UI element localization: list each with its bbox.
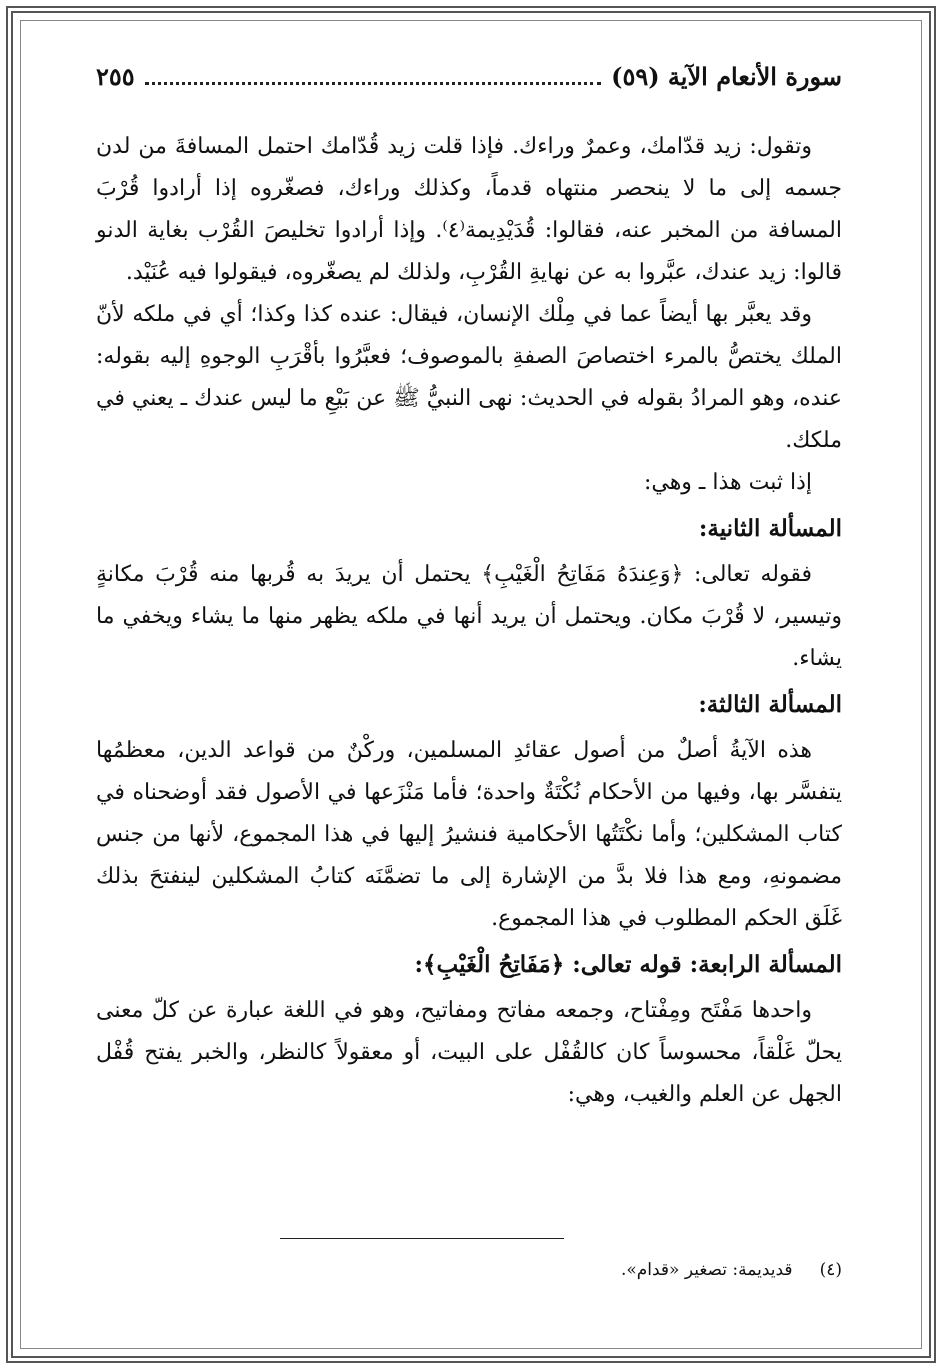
heading-third-question: المسألة الثالثة: xyxy=(698,691,842,718)
page-content xyxy=(96,62,842,1116)
page-number: ٢٥٥ xyxy=(96,62,135,91)
paragraph-3: إذا ثبت هذا ـ وهي: xyxy=(643,470,812,495)
surah-title: سورة الأنعام الآية (٥٩) xyxy=(611,62,842,91)
footnote-separator xyxy=(280,1238,564,1239)
heading-fourth-question: المسألة الرابعة: قوله تعالى: ﴿مَفَاتِحُ الْغَيْبِ﴾: xyxy=(414,951,842,978)
header-dotted-leader xyxy=(145,70,601,85)
footnote-marker: (٤) xyxy=(819,1260,842,1280)
paragraph-5: هذه الآيةُ أصلٌ من أصول عقائدِ المسلمين، وركْنٌ من قواعد الدين، معظمُها يتفسَّر بها، وفيها من الأحكام نُكْتَةٌ واحدة؛ فأما مَنْزَعها في الأصول فقد أوضحناه في كتاب المشكلين؛ وأما نكْتَتُها الأحكامية فنشيرُ إليها في هذا المجموع، لأنها من جنس مضمونهِ، ومع هذا فلا بدَّ من الإشارة إلى ما تضمَّنَه كتابُ المشكلين لينفتحَ بذلك غَلَق الحكم المطلوب في هذا المجموع. xyxy=(96,738,842,931)
page-body xyxy=(96,126,842,1116)
paragraph-2: وقد يعبَّر بها أيضاً عما في مِلْك الإنسان، فيقال: عنده كذا وكذا؛ أي في ملكه لأنّ الملك يختصُّ بالمرء اختصاصَ الصفةِ بالموصوف؛ فعبَّرُوا بأقْرَبِ الوجوهِ إليه بقوله: عنده، وهو المرادُ بقوله في الحديث: نهى النبيُّ ﷺ عن بَيْعِ ما ليس عندك ـ يعني في ملكك. xyxy=(96,302,842,453)
footnote-text: قديديمة: تصغير «قدام». xyxy=(620,1260,793,1280)
footnote xyxy=(96,1256,842,1284)
heading-second-question: المسألة الثانية: xyxy=(698,515,842,542)
paragraph-4: فقوله تعالى: ﴿وَعِندَهُ مَفَاتِحُ الْغَيْبِ﴾ يحتمل أن يريدَ به قُربها منه قُرْبَ مكانةٍ وتيسير، لا قُرْبَ مكان. ويحتمل أن يريد أنها في ملكه يظهر منها ما يشاء ويخفي ما يشاء. xyxy=(96,562,843,671)
running-header xyxy=(96,62,842,112)
paragraph-6: واحدها مَفْتَح ومِفْتاح، وجمعه مفاتح ومفاتيح، وهو في اللغة عبارة عن كلّ معنى يحلّ غَلْقاً، محسوساً كان كالقُفْل على البيت، أو معقولاً كالنظر، والخبر يفتح قُفْل الجهل عن العلم والغيب، وهي: xyxy=(96,998,842,1107)
paragraph-1: وتقول: زيد قدّامك، وعمرٌ وراءك. فإذا قلت زيد قُدّامك احتمل المسافةَ من لدن جسمه إلى ما لا ينحصر منتهاه قدماً، وكذلك وراءك، فصغّروه إذا أرادوا قُرْبَ المسافة من المخبر عنه، فقالوا: قُدَيْدِيمة⁽٤⁾. وإذا أرادوا تخليصَ القُرْب بغاية الدنو قالوا: زيد عندك، عبَّروا به عن نهايةِ القُرْبِ، ولذلك لم يصغّروه، فيقولوا فيه عُنَيْد. xyxy=(96,134,842,285)
